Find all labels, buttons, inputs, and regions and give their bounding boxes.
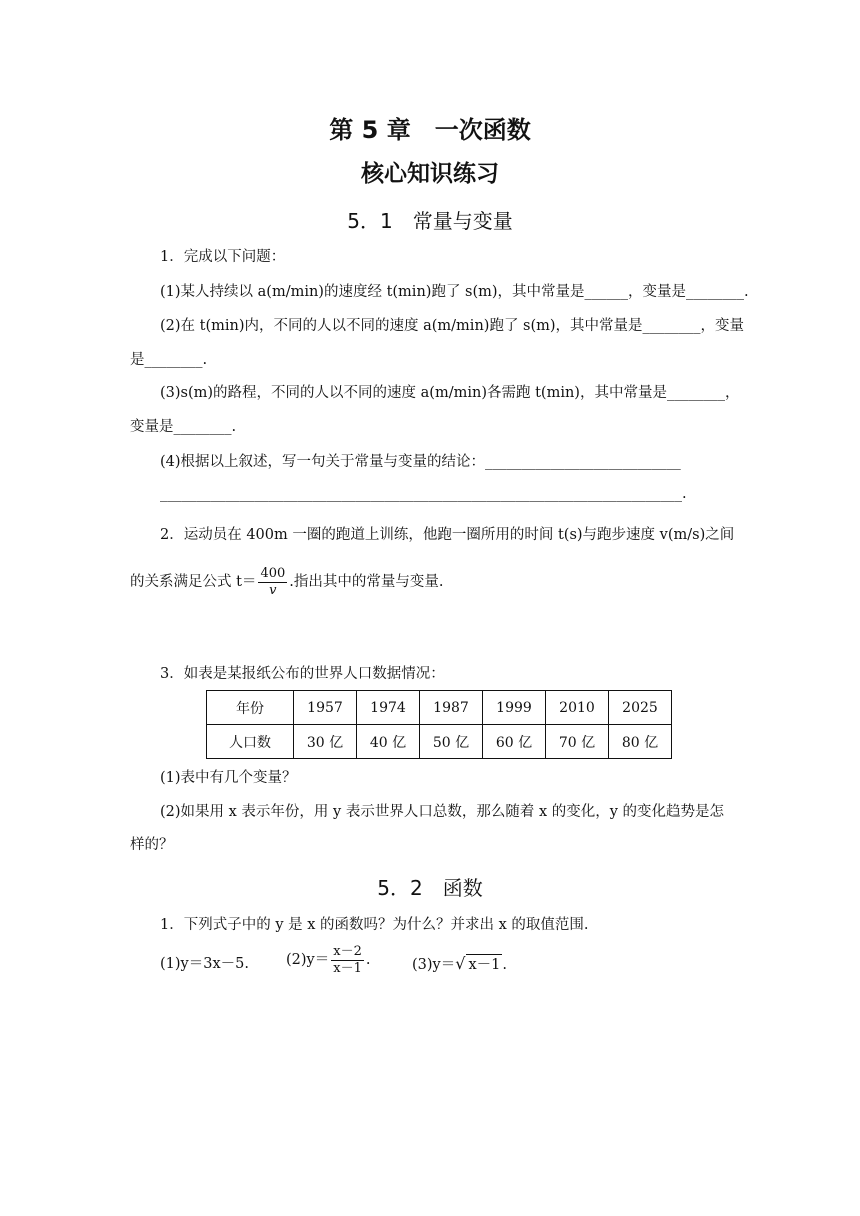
table-cell: 1957 [294,691,357,725]
s2-formula-3-pre: (3)y＝ [412,957,456,973]
q1-part1: (1)某人持续以 a(m/min)的速度经 t(min)跑了 s(m)，其中常量是______，变量是________. [160,284,749,300]
q1-part3-line2: 变量是________. [130,419,237,435]
q3-part2-line1: (2)如果用 x 表示年份，用 y 表示世界人口总数，那么随着 x 的变化，y 的变化趋势是怎 [160,804,725,820]
s2-formula-3-radicand: x－1 [466,954,502,975]
q3-part1: (1)表中有几个变量？ [160,770,297,786]
table-cell: 2025 [609,691,672,725]
section-heading-5-2: 5．2 函数 [377,876,483,900]
q1-part4-line1: (4)根据以上叙述，写一句关于常量与变量的结论：___________________________ [160,454,681,470]
table-header-year: 年份 [207,691,294,725]
chapter-subtitle: 核心知识练习 [361,161,499,187]
s2-formula-1: (1)y＝3x－5. [160,956,249,972]
s2-formula-3-post: . [502,957,507,973]
q1-intro: 1．完成以下问题： [160,249,286,265]
s2-formula-2-pre: (2)y＝ [286,952,330,969]
q2-line2-pre: 的关系满足公式 t＝ [130,574,257,591]
q2-fraction [258,566,287,598]
population-table [206,690,672,759]
sqrt-radical-icon: √ [455,954,466,973]
table-cell: 70 亿 [546,725,609,759]
q2-line1: 2．运动员在 400m 一圈的跑道上训练，他跑一圈所用的时间 t(s)与跑步速度 v(m/s)之间 [160,527,735,543]
table-cell: 30 亿 [294,725,357,759]
q1-part2-line2: 是________. [130,352,208,368]
s2-q1-intro: 1．下列式子中的 y 是 x 的函数吗？为什么？并求出 x 的取值范围. [160,917,589,933]
s2-formula-2-post: . [365,952,371,969]
s2-formula-2-denominator: x－1 [333,960,362,976]
table-header-population: 人口数 [207,725,294,759]
section-heading-5-1: 5．1 常量与变量 [347,209,513,233]
chapter-title: 第 5 章 一次函数 [329,116,531,144]
table-cell: 50 亿 [420,725,483,759]
s2-formula-3 [412,954,507,975]
table-row-year [207,691,672,725]
table-cell: 2010 [546,691,609,725]
q2-line2-post: .指出其中的常量与变量. [289,574,444,591]
table-cell: 1999 [483,691,546,725]
q3-part2-line2: 样的？ [130,837,174,853]
q1-part3-line1: (3)s(m)的路程，不同的人以不同的速度 a(m/min)各需跑 t(min)，其中常量是________， [160,385,740,401]
q2-fraction-denominator: v [269,582,277,598]
table-cell: 1974 [357,691,420,725]
s2-formula-2-fraction [331,944,364,976]
s2-formula-2-numerator: x－2 [333,944,362,959]
q2-fraction-numerator: 400 [260,566,286,581]
table-cell: 60 亿 [483,725,546,759]
table-cell: 80 亿 [609,725,672,759]
q3-intro: 3．如表是某报纸公布的世界人口数据情况： [160,666,445,682]
q1-part2-line1: (2)在 t(min)内，不同的人以不同的速度 a(m/min)跑了 s(m)，其中常量是________，变量 [160,318,745,334]
s2-formula-2 [286,944,370,976]
q2-line2 [130,566,443,598]
table-cell: 40 亿 [357,725,420,759]
table-row-population [207,725,672,759]
q1-part4-line2: ________________________________________________________________________. [160,486,687,502]
table-cell: 1987 [420,691,483,725]
